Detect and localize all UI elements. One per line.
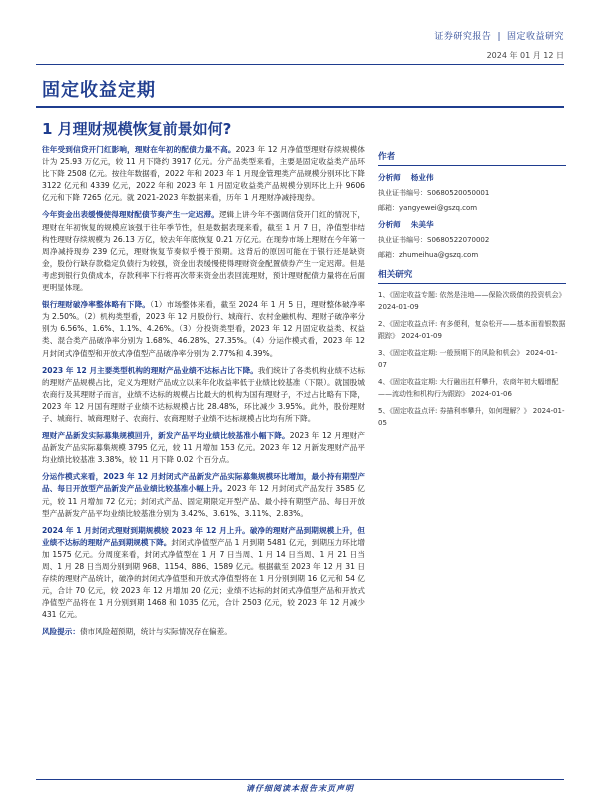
author-name: 朱美华	[410, 220, 434, 229]
author-license: 执业证书编号：S0680520050001	[378, 189, 490, 197]
paragraph	[42, 365, 365, 425]
paragraph-lead: 2024 年 1 月封闭式理财到期规模较 2023 年 12 月上升。破净的理财产品到期规模上升，但业绩不达标的理财产品到期规模下降。	[42, 525, 365, 547]
paragraph-lead: 银行理财破净率整体略有下降。	[42, 300, 151, 310]
author-license: 执业证书编号：S0680522070002	[378, 236, 490, 244]
paragraph-text: 逻辑上讲今年不强调信贷开门红的情况下，理财在年初恢复的规模应该强于往年季节性，但是数据表现来看，截至 1 月 7 日，净值型非结构性理财存续规模为 26.13 万亿，较去年年底恢复 0.21 万亿元。在现券市场上理财在今年第一周净减持现券 239 亿元，理财恢复节奏似乎慢于预期。这背后的原因可能在于银行还是缺资金，股份行缺存款稳定负债行为较强，资金出表缓慢使得理财资金配置债券产生一定迟滞。但是考虑到银行负债成本，存款利率下行将再次带来资金出表回流理财，预计理财配债力量将在后面更明显体现。	[42, 210, 366, 293]
related-research-list	[378, 290, 566, 429]
paragraph-text: 2023 年 12 月理财产品新发产品实际募集规模 3795 亿元，较 11 月增加 153 亿元。2023 年 12 月新发理财产品平均业绩比较基准 3.38%，较 11 月下降 0.02 个百分点。	[42, 431, 366, 465]
author-card	[378, 219, 566, 260]
paragraph	[42, 430, 365, 466]
related-research-heading: 相关研究	[378, 268, 566, 284]
header-separator: |	[497, 32, 501, 42]
report-category-line	[434, 29, 564, 42]
header-rule	[36, 64, 564, 65]
paragraph-text: 债市风险超预期，统计与实际情况存在偏差。	[79, 627, 232, 637]
related-research-item[interactable]: 4、《固定收益定期: 大行融出扛杆攀升，农商年初大幅增配——流动性和机构行为跟踪》 2024-01-06	[378, 378, 559, 398]
paragraph-lead: 风险提示：	[42, 627, 80, 637]
paragraph-lead: 今年资金出表缓慢使得理财配债节奏产生一定迟滞。	[42, 210, 219, 220]
main-body	[42, 144, 365, 644]
paragraph-text: 2023 年 12 月净值型理财存续规模体计为 25.93 万亿元，较 11 月下降约 3917 亿元。分产品类型来看，主要是固定收益类产品环比下降 2508 亿元。按往年数据看，2022 年和 2023 年 1 月现金管理类产品规模分别环比下降 3122 亿元和 4339 亿元，2022 年和 2023 年 1 月固定收益类产品规模分别环比上升 9606 亿元和下降 7265 亿元。就 2021-2023 年数据来看，历年 1 月理财净减持现券。	[42, 145, 365, 203]
paragraph-text: 封闭式净值型产品 1 月到期 5481 亿元，到期压力环比增加 1575 亿元。分周度来看，封闭式净值型在 1 月 7 日当周、1 月 14 日当周、1 月 21 日当周、1 月 28 日当周分别到期 968、1154、886、1589 亿元。根据截至 2023 年 12 月 31 日存续的理财产品统计，破净的封闭式净值型和开放式净值型将在 1 月分别到期 16 亿元和 54 亿元，合计 70 亿元，较 2023 年 12 月增加 20 亿元；业绩不达标的封闭式净值型产品和开放式净值型产品将在 1 月分别到期 1468 和 1035 亿元，合计 2503 亿元，较 2023 年 12 月减少 431 亿元。	[42, 537, 366, 620]
paragraph-text: （1）市场整体来看，截至 2024 年 1 月 5 日，理财整体破净率为 2.50%。（2）机构类型看，2023 年 12 月股份行、城商行、农村金融机构、理财子破净率分别为 6.56%、1.6%、1.1%、4.26%。（3）分投资类型看，2023 年 12 月固定收益类、权益类、混合类产品破净率分别为 1.68%、46.28%、27.35%。（4）分运作模式看，2023 年 12 月封闭式净值型和开放式净值型产品破净率分别为 2.77%和 4.39%。	[42, 300, 366, 358]
report-type: 固定收益定期	[42, 80, 156, 101]
author-name: 杨业伟	[410, 173, 434, 182]
report-type-rule	[36, 106, 564, 108]
report-header	[434, 29, 564, 61]
paragraph-text: 2023 年 12 月封闭式产品发行 3585 亿元，较 11 月增加 72 亿元；封闭式产品、固定期限定开型产品、最小持有期型产品、每日开放型产品新发产品平均业绩比较基准分别为 3.42%、3.61%、3.11%、2.83%。	[42, 484, 365, 518]
paragraph	[42, 144, 365, 204]
report-category: 证券研究报告	[434, 32, 492, 42]
paragraph	[42, 299, 365, 359]
related-research-item[interactable]: 1、《固定收益专题: 依然是洼地——保险次级债的投资机会》 2024-01-09	[378, 291, 566, 311]
page-title: 1 月理财规模恢复前景如何?	[42, 120, 232, 138]
paragraph-text: 我们统计了各类机构业绩不达标的理财产品规模占比，定义为理财产品成立以来年化收益率低于业绩比较基准（下限）。就国股城农商行及其理财子而言，业绩不达标的规模占比最大的机构为国有理财子，不过占比略有下降，2023 年 12 月国有理财子业绩不达标规模占比 28.48%，环比减少 3.95%。此外，股份理财子、城商行、城商理财子、农商行、农商理财子业绩不达标规模占比均有所下降。	[42, 365, 365, 423]
author-card	[378, 172, 566, 213]
author-role: 分析师	[378, 173, 401, 182]
footer-disclaimer: 请仔细阅读本报告末页声明	[246, 784, 354, 793]
related-research-item[interactable]: 5、《固定收益点评: 券描利率攀升，如何理解？》 2024-01-05	[378, 407, 565, 427]
author-role: 分析师	[378, 220, 401, 229]
paragraph-lead: 理财产品新发实际募集规模回升，新发产品平均业绩比较基准小幅下降。	[42, 431, 290, 441]
paragraph	[42, 525, 365, 622]
paragraph-lead: 往年受到信贷开门红影响，理财在年初的配债力量不高。	[42, 145, 236, 154]
paragraph-lead: 分运作模式来看，2023 年 12 月封闭式产品新发产品实际募集规模环比增加，最小持有期型产品、每日开放型产品新发产品业绩比较基准小幅上升。	[42, 472, 365, 494]
report-date: 2024 年 01 月 12 日	[486, 51, 564, 60]
author-email[interactable]: 邮箱：zhumeihua@gszq.com	[378, 251, 479, 259]
related-research-item[interactable]: 2、《固定收益点评: 有多便利，复杂松开——基本面看银数据跟踪》 2024-01-09	[378, 320, 566, 340]
paragraph-lead: 2023 年 12 月主要类型机构的理财产品业绩不达标占比下降。	[42, 365, 258, 375]
risk-warning	[42, 626, 365, 638]
paragraph	[42, 209, 365, 294]
report-subcategory: 固定收益研究	[506, 32, 564, 42]
authors-heading: 作者	[378, 150, 566, 166]
author-email[interactable]: 邮箱：yangyewei@gszq.com	[378, 204, 478, 212]
footer-rule	[36, 779, 564, 780]
sidebar	[378, 150, 566, 435]
paragraph	[42, 471, 365, 519]
related-research-item[interactable]: 3、《固定收益定期: 一般预期下的风险和机会》 2024-01-07	[378, 349, 558, 369]
